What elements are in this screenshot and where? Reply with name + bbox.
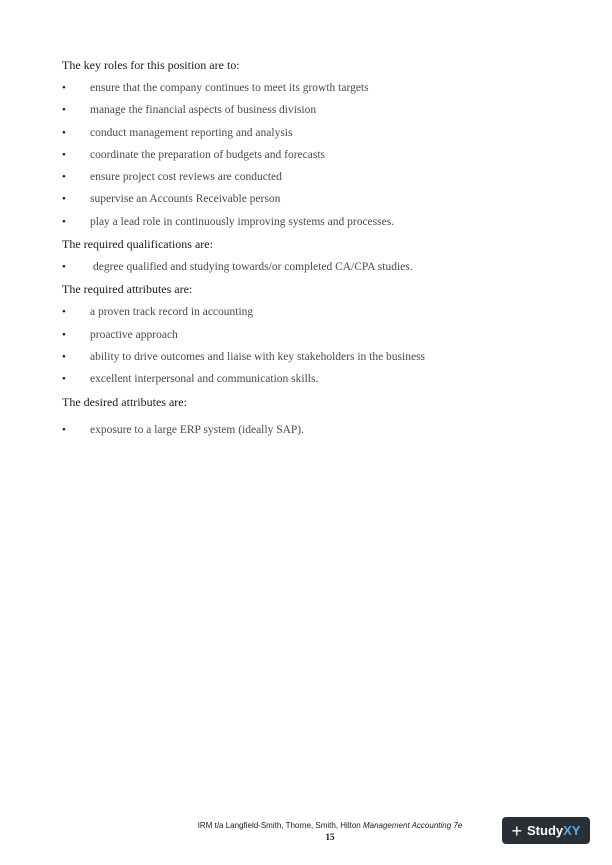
bullet-icon: • bbox=[62, 328, 66, 341]
list-item: • ensure that the company continues to meet its growth targets bbox=[62, 82, 369, 94]
bullet-icon: • bbox=[62, 423, 66, 436]
logo-text-xy: XY bbox=[563, 823, 581, 838]
desired-attributes-section bbox=[62, 395, 562, 437]
list-item: • play a lead role in continuously improving systems and processes. bbox=[62, 215, 395, 228]
plus-icon: + bbox=[511, 820, 523, 841]
bullet-icon: • bbox=[62, 373, 66, 386]
list-item: • supervise an Accounts Receivable person bbox=[62, 193, 281, 206]
qualifications-heading: The required qualifications are: bbox=[62, 237, 213, 252]
list-item: • manage the financial aspects of business division bbox=[62, 104, 317, 117]
required-attributes-heading: The required attributes are: bbox=[62, 282, 193, 297]
qualifications-section bbox=[62, 237, 562, 274]
bullet-icon: • bbox=[62, 126, 66, 139]
bullet-icon: • bbox=[62, 350, 66, 363]
list-item: • degree qualified and studying towards/or completed CA/CPA studies. bbox=[62, 261, 413, 274]
list-item: • ensure project cost reviews are conducted bbox=[62, 171, 282, 184]
list-item: • proactive approach bbox=[62, 328, 178, 341]
document-body bbox=[62, 58, 562, 437]
footer-citation: IRM t/a Langfield-Smith, Thorne, Smith, Hilton bbox=[197, 821, 363, 830]
desired-attributes-list bbox=[62, 423, 562, 437]
required-attributes-section bbox=[62, 282, 562, 386]
bullet-icon: • bbox=[62, 148, 66, 161]
desired-attributes-heading: The desired attributes are: bbox=[62, 394, 187, 409]
bullet-icon: • bbox=[62, 306, 66, 319]
page-footer bbox=[150, 821, 510, 842]
key-roles-list bbox=[62, 81, 562, 229]
key-roles-heading: The key roles for this position are to: bbox=[62, 58, 240, 72]
bullet-icon: • bbox=[62, 171, 66, 184]
list-item: • exposure to a large ERP system (ideally SAP). bbox=[62, 423, 304, 436]
list-item: • conduct management reporting and analysis bbox=[62, 126, 293, 139]
bullet-icon: • bbox=[62, 261, 66, 274]
bullet-icon: • bbox=[62, 193, 66, 206]
page-number: 15 bbox=[325, 832, 335, 842]
footer-book-title: Management Accounting 7e bbox=[362, 821, 463, 830]
qualifications-list bbox=[62, 260, 562, 274]
list-item: • excellent interpersonal and communication skills. bbox=[62, 373, 319, 386]
bullet-icon: • bbox=[62, 82, 66, 94]
required-attributes-list bbox=[62, 305, 562, 386]
list-item: • coordinate the preparation of budgets and forecasts bbox=[62, 148, 326, 161]
bullet-icon: • bbox=[62, 104, 66, 117]
list-item: • a proven track record in accounting bbox=[62, 306, 254, 319]
list-item: • ability to drive outcomes and liaise with key stakeholders in the business bbox=[62, 350, 426, 363]
key-roles-section bbox=[62, 58, 562, 229]
bullet-icon: • bbox=[62, 215, 66, 228]
logo-text-study: Study bbox=[527, 823, 564, 838]
studyxy-logo bbox=[502, 817, 590, 844]
